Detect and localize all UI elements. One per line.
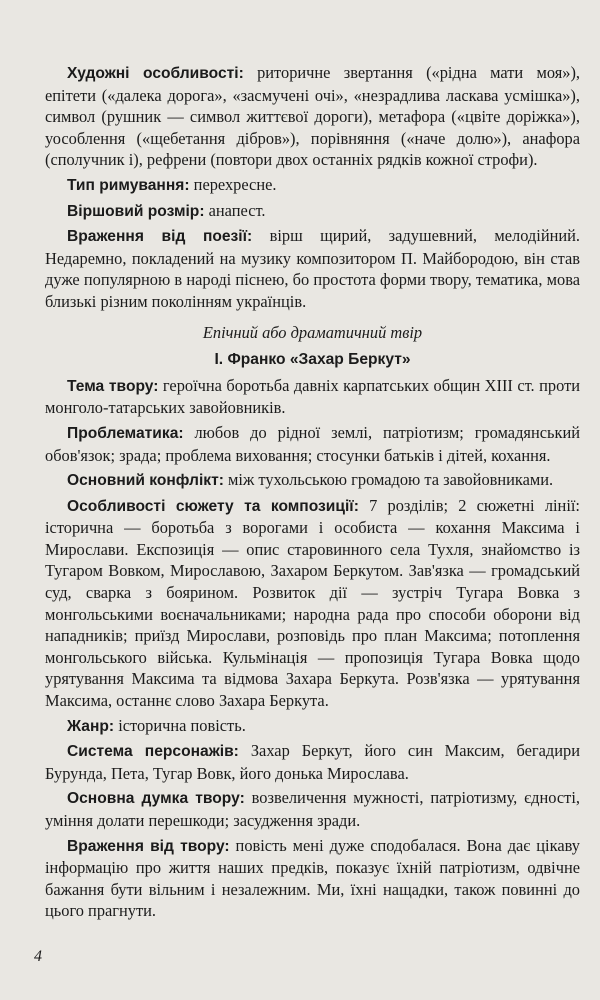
section-heading: Епічний або драматичний твір <box>202 322 423 342</box>
paragraph-rhyme-type <box>45 174 580 197</box>
term-label: Особливості сюжету та композиції: <box>67 497 359 515</box>
paragraph-text: історична повість. <box>114 715 246 735</box>
paragraph-characters <box>45 740 580 784</box>
paragraph-text: риторичне звертання («рідна мати моя»), епітети («далека дорога», «засмучені очі», «незрадлива ласкава усмішка»), символ (рушник — символ життєвої дороги), метафора («цвіте доріжка»), уособлення («щебетання дібров»), порівняння («наче долю»), анафора (сполучник і), рефрени (повтори двох останніх рядків кожної строфи). <box>45 63 581 170</box>
paragraph-text: героїчна боротьба давніх карпатських общин XIII ст. проти монголо-татарських завойовників. <box>45 375 581 418</box>
paragraph-text: Захар Беркут, його син Максим, бегадири Бурунда, Пета, Тугар Вовк, його донька Мирослава. <box>45 741 581 783</box>
paragraph-genre <box>45 715 580 738</box>
paragraph-conflict <box>45 469 580 492</box>
paragraph-artistic-features <box>45 62 580 171</box>
term-label: Основна думка твору: <box>67 790 245 808</box>
term-label: Система персонажів: <box>67 743 239 761</box>
paragraph-theme <box>45 375 580 419</box>
paragraph-text: любов до рідної землі, патріотизм; громадянський обов'язок; зрада; проблема виховання; стосунки батьків і дітей, кохання. <box>45 422 580 465</box>
term-label: Художні особливості: <box>67 65 244 82</box>
paragraph-meter <box>45 200 580 223</box>
paragraph-text: 7 розділів; 2 сюжетні лінії: історична — боротьба з ворогами і особиста — кохання Максима і Мирослави. Експозиція — опис старовинного села Тухля, знайомство із Тугаром Вовком, Мирославою, Захаром Беркутом. Зав'язка — громадський суд, сварка з боярином. Розвиток дії — зустріч Тугара Вовка з монгольськими воєначальниками; народна рада про способи оборони від нападників; приїзд Мирослави, розповідь про план Максима; потоплення монгольського війська. Кульмінація — пропозиція Тугара Вовка щодо урятування Максима та відмова Захара Беркута. Розв'язка — урятування Максима, останнє слово Захара Беркута. <box>45 495 580 711</box>
term-label: Тип римування: <box>67 176 190 194</box>
term-label: Віршовий розмір: <box>67 202 205 220</box>
term-label: Враження від поезії: <box>67 228 253 246</box>
paragraph-problems <box>45 422 580 466</box>
paragraph-main-idea <box>45 787 580 831</box>
paragraph-text: анапест. <box>204 200 266 220</box>
term-label: Враження від твору: <box>67 837 230 855</box>
work-title: І. Франко «Захар Беркут» <box>214 351 411 369</box>
paragraph-plot <box>45 495 580 712</box>
paragraph-text: перехресне. <box>189 174 277 194</box>
paragraph-text: возвеличення мужності, патріотизму, єдності, уміння долати перешкоди; засудження зради. <box>45 788 580 830</box>
paragraph-text: вірш щирий, задушевний, мелодійний. Недаремно, покладений на музику композитором П. Майбородою, він став дуже популярною в народі піснею, бо простота форми твору, тематика, мова близькі різним поколінням українців. <box>45 226 581 311</box>
paragraph-work-impression <box>45 835 580 922</box>
paragraph-poem-impression <box>45 225 580 312</box>
term-label: Основний конфлікт: <box>67 472 224 490</box>
paragraph-text: повість мені дуже сподобалася. Вона дає цікаву інформацію про життя наших предків, показує їхній патріотизм, одвічне бажання бути вільним і незалежним. Ми, їхні нащадки, також повинні до цього прагнути. <box>45 835 580 921</box>
page-number: 4 <box>34 948 42 965</box>
term-label: Жанр: <box>67 717 115 735</box>
term-label: Проблематика: <box>67 424 184 442</box>
term-label: Тема твору: <box>67 377 159 395</box>
paragraph-text: між тухольською громадою та завойовниками. <box>223 470 554 490</box>
